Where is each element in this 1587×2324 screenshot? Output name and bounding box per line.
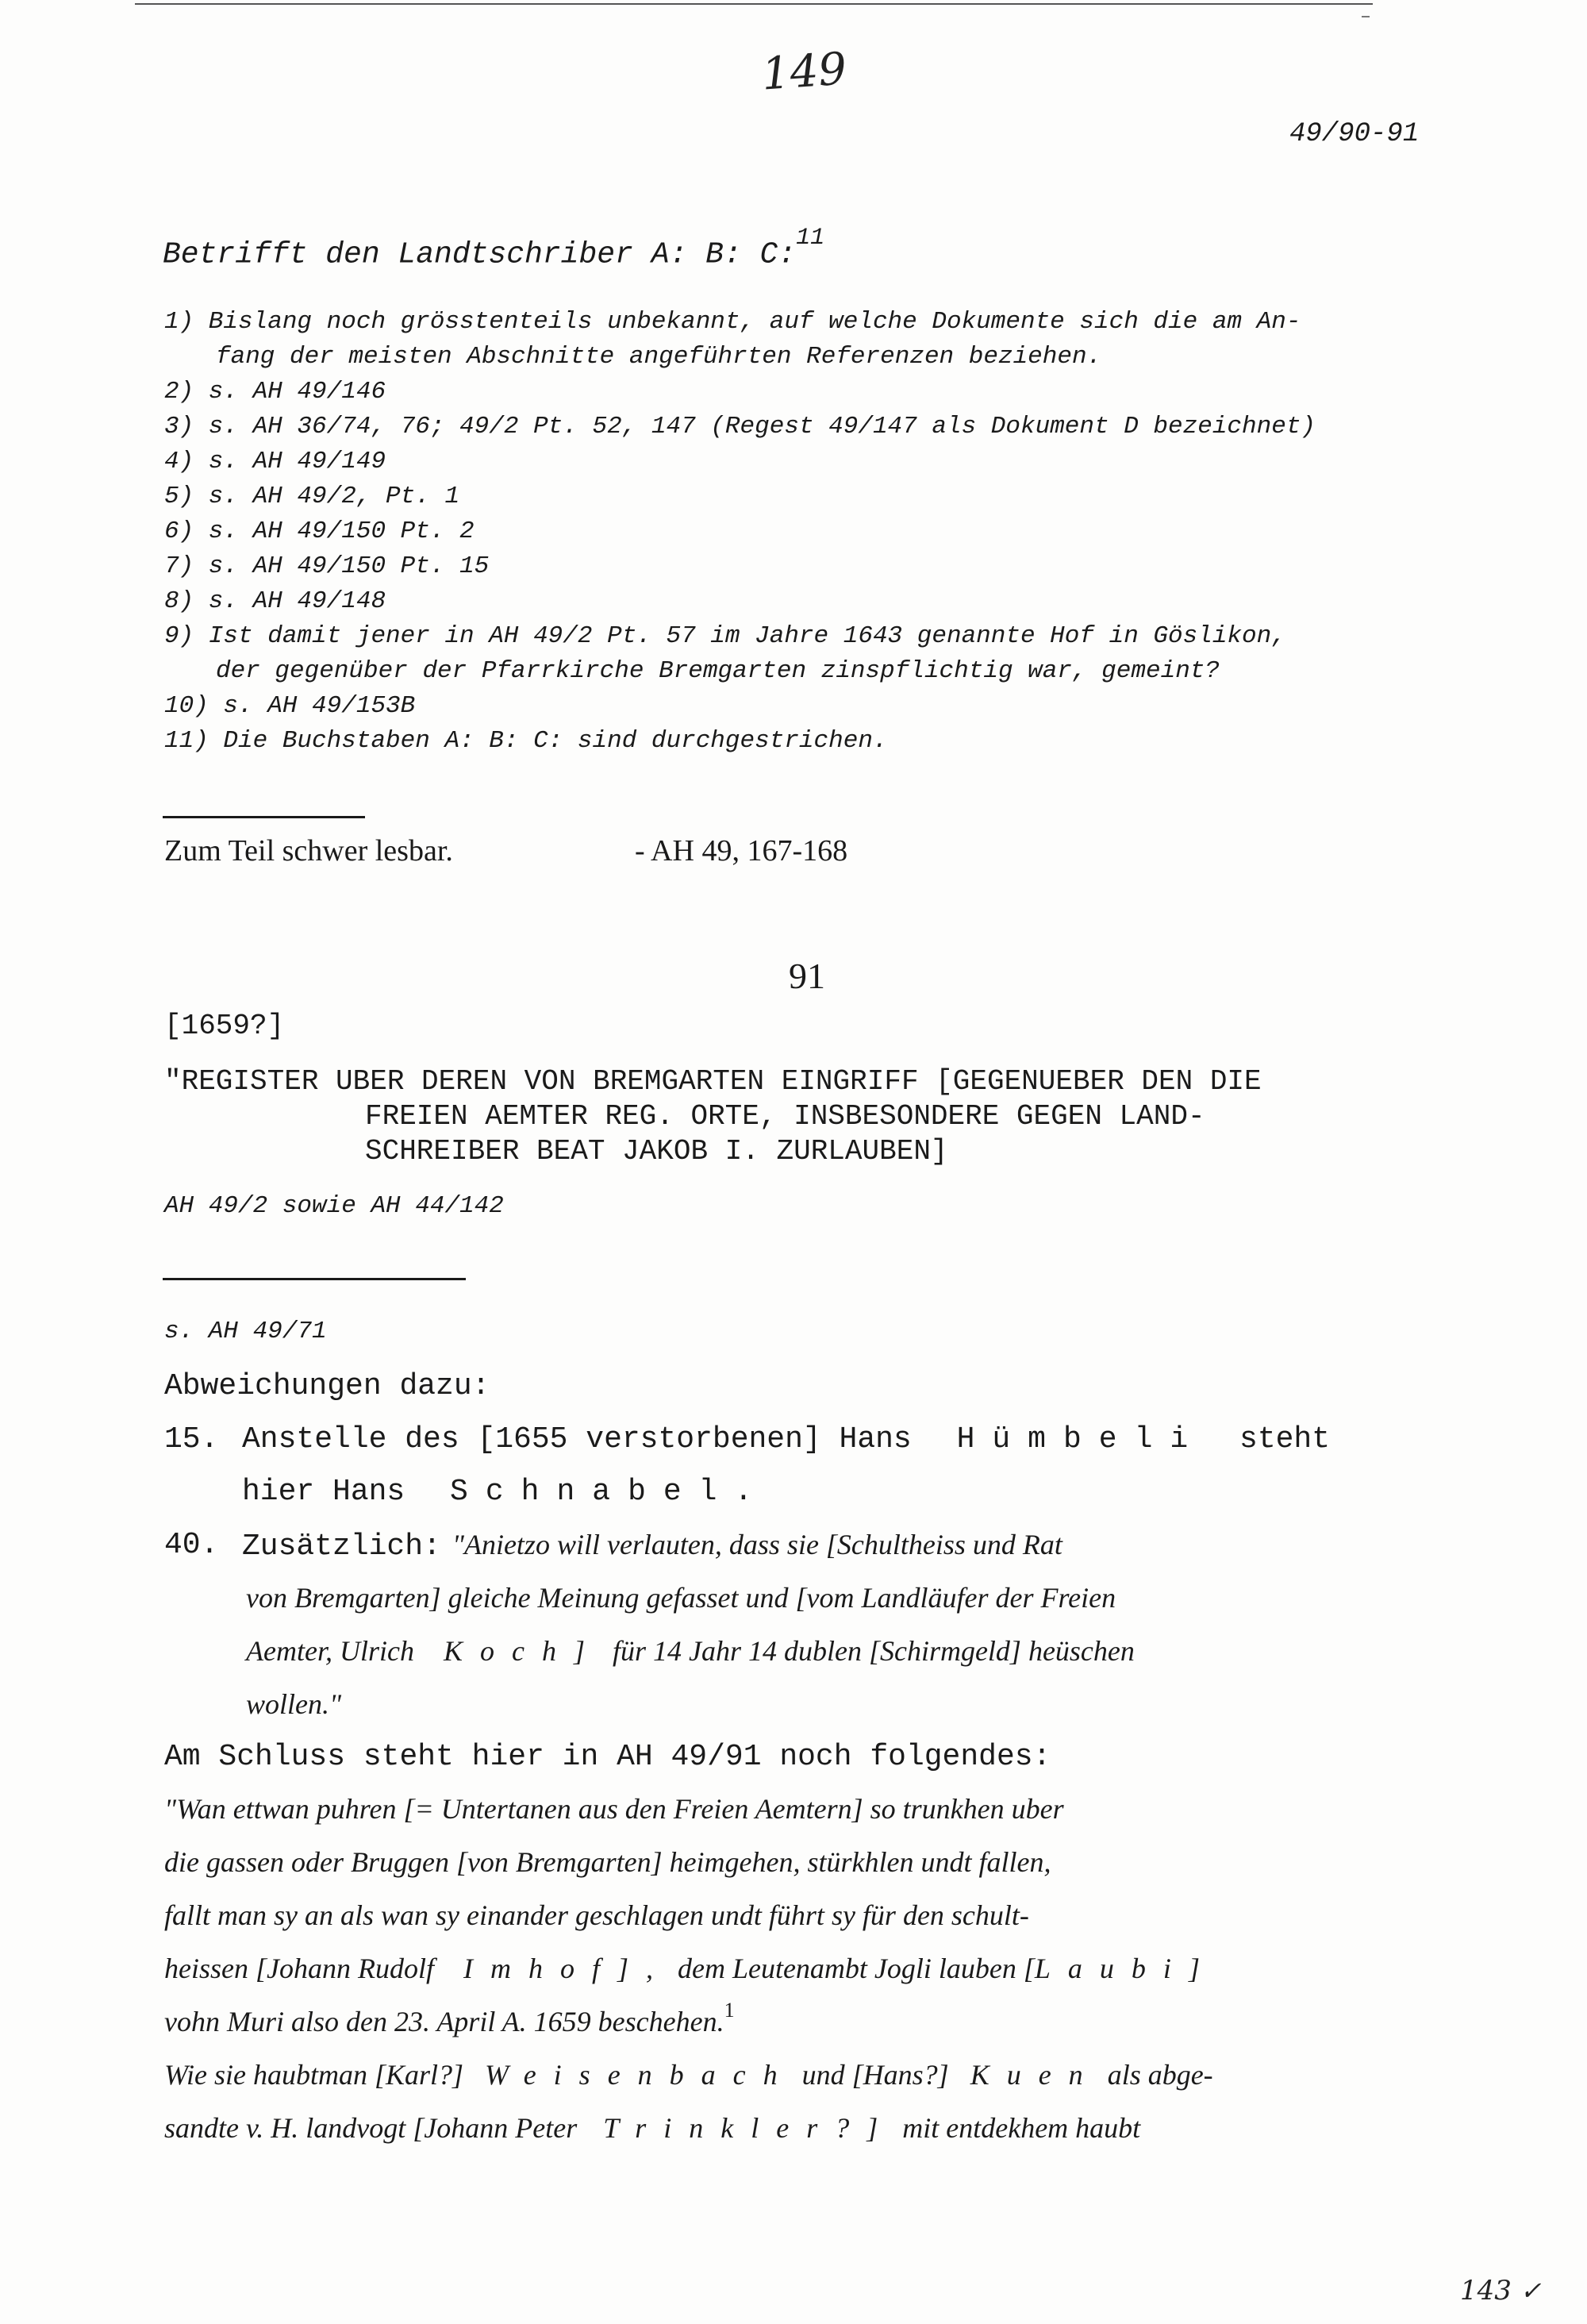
item-40-line2: von Bremgarten] gleiche Meinung gefasset und [vom Landläufer der Freien <box>246 1582 1116 1614</box>
scan-speck <box>1362 16 1370 17</box>
item-15-number: 15. <box>164 1422 219 1456</box>
spaced-name-imhof: Imhof], <box>463 1953 671 1984</box>
subject-heading <box>163 225 825 272</box>
item-40-line3 <box>246 1634 1135 1668</box>
quote-text: vohn Muri also den 23. April A. 1659 beschehen. <box>164 2006 724 2037</box>
footnote-line: 10) s. AH 49/153B <box>164 692 416 720</box>
item-40-line1 <box>242 1528 1062 1564</box>
spaced-name-weisenbach: Weisenbach <box>485 2059 795 2091</box>
separator-rule <box>163 1278 466 1280</box>
footnote-line: 3) s. AH 36/74, 76; 49/2 Pt. 52, 147 (Regest 49/147 als Dokument D bezeichnet) <box>164 413 1316 441</box>
footnote-line: 5) s. AH 49/2, Pt. 1 <box>164 483 460 510</box>
see-reference: s. AH 49/71 <box>164 1318 327 1345</box>
item-40-text-end: für 14 Jahr 14 dublen [Schirmgeld] heüschen <box>612 1635 1135 1667</box>
spaced-name-schnabel: Schnabel. <box>450 1475 770 1509</box>
item-40-label: Zusätzlich: <box>242 1529 441 1564</box>
quote-text: ] <box>1188 1953 1200 1984</box>
source-note: Zum Teil schwer lesbar. <box>164 834 453 868</box>
entry-number: 91 <box>789 956 825 996</box>
separator-rule <box>163 816 365 818</box>
source-reference: - AH 49, 167-168 <box>635 834 848 868</box>
item-40-quote: "Anietzo will verlauten, dass sie [Schultheiss und Rat <box>452 1529 1062 1560</box>
closing-label: Am Schluss steht hier in AH 49/91 noch folgendes: <box>164 1740 1051 1774</box>
footer-mark-text: 143 <box>1460 2275 1512 2307</box>
item-15-text-end: steht <box>1239 1422 1331 1456</box>
spaced-name-huembeli: Hümbeli <box>956 1422 1206 1456</box>
heading-superscript: 11 <box>796 225 825 252</box>
quote-line: "Wan ettwan puhren [= Untertanen aus den Freien Aemtern] so trunkhen uber <box>164 1793 1064 1825</box>
quote-line <box>164 2111 1140 2145</box>
footnote-line: 8) s. AH 49/148 <box>164 587 386 615</box>
document-reference: 49/90-91 <box>1289 119 1420 149</box>
item-15-line2 <box>242 1475 770 1509</box>
entry-title-line: "REGISTER UBER DEREN VON BREMGARTEN EINGRIFF [GEGENUEBER DEN DIE <box>164 1065 1262 1098</box>
quote-line <box>164 2058 1213 2091</box>
item-40-line4: wollen." <box>246 1688 342 1720</box>
footnote-line: 4) s. AH 49/149 <box>164 448 386 475</box>
spaced-name-trinkler: Trinkler?] <box>603 2112 896 2144</box>
item-40-number: 40. <box>164 1528 219 1562</box>
quote-line: fallt man sy an als wan sy einander geschlagen undt führt sy für den schult- <box>164 1899 1029 1931</box>
quote-text: heissen [Johann Rudolf <box>164 1953 434 1984</box>
quote-text: sandte v. H. landvogt [Johann Peter <box>164 2112 578 2144</box>
quote-line <box>164 1952 1200 1985</box>
subject-heading-text: Betrifft den Landtschriber A: B: C: <box>163 237 797 272</box>
top-edge-line <box>135 3 1373 5</box>
quote-text: dem Leutenambt Jogli lauben [ <box>677 1953 1035 1984</box>
spaced-name-laubi: Laubi <box>1034 1953 1189 1984</box>
quote-text: als abge- <box>1107 2059 1213 2091</box>
footnote-line: 6) s. AH 49/150 Pt. 2 <box>164 518 475 545</box>
footnote-line: 2) s. AH 49/146 <box>164 378 386 406</box>
footnote-line: 7) s. AH 49/150 Pt. 15 <box>164 552 490 580</box>
footnote-line: 11) Die Buchstaben A: B: C: sind durchgestrichen. <box>164 727 888 755</box>
quote-superscript: 1 <box>724 1999 735 2022</box>
handwritten-page-number: 149 <box>759 43 849 101</box>
quote-line: die gassen oder Bruggen [von Bremgarten] heimgehen, stürkhlen undt fallen, <box>164 1846 1051 1878</box>
item-15-text-2: hier Hans <box>242 1475 405 1509</box>
item-40-text: Aemter, Ulrich <box>246 1635 414 1667</box>
entry-date: [1659?] <box>164 1010 285 1042</box>
item-15-text: Anstelle des [1655 verstorbenen] Hans <box>242 1422 912 1456</box>
deviations-label: Abweichungen dazu: <box>164 1369 490 1403</box>
quote-line <box>164 1999 735 2038</box>
quote-text: und [Hans?] <box>801 2059 949 2091</box>
footnote-line: der gegenüber der Pfarrkirche Bremgarten zinspflichtig war, gemeint? <box>216 657 1220 685</box>
item-15-line1 <box>242 1422 1330 1456</box>
spaced-name-kuen: Kuen <box>970 2059 1101 2091</box>
spaced-name-koch: Koch] <box>443 1635 602 1667</box>
entry-title-line: FREIEN AEMTER REG. ORTE, INSBESONDERE GEGEN LAND- <box>365 1100 1205 1133</box>
footnote-line: 9) Ist damit jener in AH 49/2 Pt. 57 im Jahre 1643 genannte Hof in Göslikon, <box>164 622 1286 650</box>
entry-references: AH 49/2 sowie AH 44/142 <box>164 1192 504 1220</box>
checkmark-icon: ✓ <box>1520 2276 1542 2306</box>
quote-text: Wie sie haubtman [Karl?] <box>164 2059 464 2091</box>
quote-text: mit entdekhem haubt <box>902 2112 1141 2144</box>
entry-title-line: SCHREIBER BEAT JAKOB I. ZURLAUBEN] <box>365 1135 948 1168</box>
footnote-line: fang der meisten Abschnitte angeführten Referenzen beziehen. <box>216 343 1102 371</box>
footnote-line: 1) Bislang noch grösstenteils unbekannt, auf welche Dokumente sich die am An- <box>164 308 1301 336</box>
footer-handwritten-mark <box>1460 2275 1542 2307</box>
